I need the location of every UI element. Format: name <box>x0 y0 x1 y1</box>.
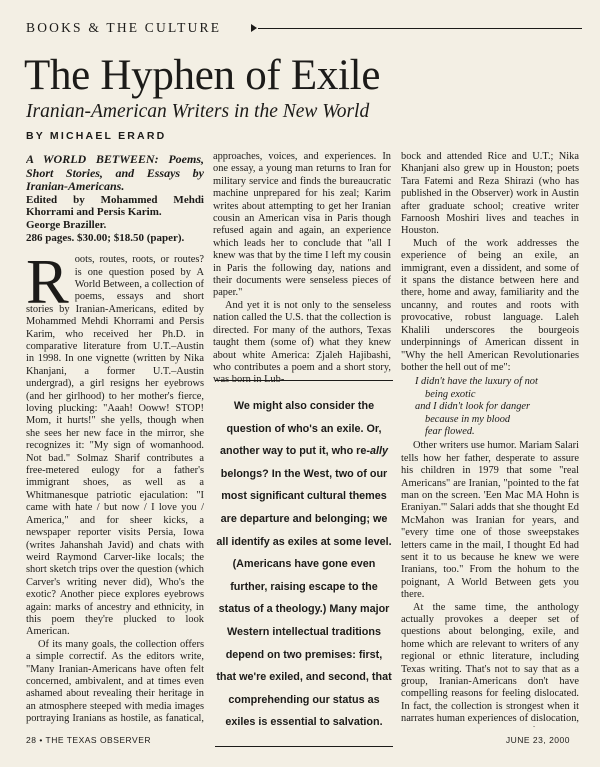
book-info <box>26 153 204 244</box>
book-publisher: George Braziller. <box>26 218 107 231</box>
drop-cap: R <box>26 246 69 318</box>
paragraph-4: And yet it is not only to the senseless nation called the U.S. that the collection is directed. For many of the authors, Texas taught them (some of) what they knew about white America: Zjaleh Hajibashi, who contributes a poem and a short story, was born in Lub- <box>213 299 391 386</box>
pull-quote-emphasis: ally <box>369 445 388 458</box>
poem-line: and I didn't look for danger <box>415 401 531 413</box>
column-1 <box>26 153 204 727</box>
section-header <box>26 20 582 38</box>
pull-quote-lead: We might also consider the question of who's an exile. Or, another way to put it, who re- <box>220 400 382 458</box>
poem-excerpt <box>415 376 579 438</box>
paragraph-1 <box>26 246 204 639</box>
book-title: A WORLD BETWEEN: Poems, Short Stories, and Essays by Iranian-Americans. <box>26 153 204 194</box>
paragraph-5: bock and attended Rice and U.T.; Nika Khanjani also grew up in Houston; poets Tara Fatemi and Reza Shirazi (who has published in the Observer) work in Austin after graduate school; creative writer Farnoosh Moshiri lives and teaches in Houston. <box>401 151 579 237</box>
pull-quote-rest: belongs? In the West, two of our most significant cultural themes are departure and belonging; we all identify as exiles at some level. (Americans have gone even further, raising escape to the status of a theology.) Many major Western intellectual traditions depend on two premises: first, that we're exiled, and second, that comprehending our status as exiles is essential to salvation. <box>216 467 392 729</box>
poem-line: fear flowed. <box>425 425 475 437</box>
paragraph-2: Of its many goals, the collection offers a simple correctif. As the editors write, "Many Iranian-Americans have often felt concerned, ambivalent, and at times even ashamed about revealing their heritage in an atmosphere steeped with media images portraying Iranians as hostile, as fanatical, <box>26 638 204 725</box>
pull-quote <box>215 380 393 747</box>
page-footer-folio: 28 • THE TEXAS OBSERVER <box>26 735 152 745</box>
article-byline: BY MICHAEL ERARD <box>26 130 167 142</box>
paragraph-7: Other writers use humor. Mariam Salari tells how her father, desperate to assure his children in 1979 that some "real Americans" are Iranian, "pointed to the fat man on the screen. 'Een Mac MA Hohn is Eraniyan.'" Salari adds that she thought Ed McMahon was Iranian for years, and "every time one of those sweepstakes letters came in the mail, I thought Ed had sent it to us because he knew we were Iranians, too." From the hohum to the poignant, A World Between gets you there. <box>401 440 579 601</box>
section-label: BOOKS & THE CULTURE <box>26 20 222 35</box>
column-2 <box>213 151 391 387</box>
column-3 <box>401 151 579 727</box>
paragraph-8: At the same time, the anthology actually provokes a deeper set of questions about belonging, exile, and home which are relevant to writers of any regional or ethnic literature, including Texas writing. That's not to say that as a group, Iranian-Americans don't have compelling reasons for feeling dislocated. In fact, the collection is strongest when it narrates human experiences of dislocation, <box>401 601 579 725</box>
book-details: 286 pages. $30.00; $18.50 (paper). <box>26 231 185 244</box>
poem-line: being exotic <box>425 388 476 400</box>
article-subhead: Iranian-American Writers in the New World <box>26 101 370 122</box>
poem-line: because in my blood <box>425 413 511 425</box>
section-rule-arrow <box>258 28 582 29</box>
paragraph-6: Much of the work addresses the experience of being an exile, an immigrant, even a dissident, and some of it spans the distance between here and there, home and away, familiarity and the uncanny, and routes and roots with provocative, robust language. Laleh Khalili underscores the bourgeois underpinnings of American dissent in "Why the hell American Revolutionaries bother the hell out of me": <box>401 237 579 373</box>
paragraph-3: approaches, voices, and experiences. In one essay, a young man returns to Iran for military service and finds the bureaucratic machine unprepared for his zeal; Karim writes about attempting to get her Iranian cousin an American visa in Paris though refused again and again, an experience which leads her to conclude that "all I knew was that by the time I left my cousin in Paris the following day, nations and their documents were senseless pieces of paper." <box>213 151 391 299</box>
article-headline: The Hyphen of Exile <box>24 52 381 99</box>
book-editors: Edited by Mohammed Mehdi Khorrami and Persis Karim. <box>26 193 204 219</box>
page-footer-date: JUNE 23, 2000 <box>505 735 570 745</box>
paragraph-1-text: oots, routes, roots, or routes? is one question posed by A World Between, a collection of poems, essays and short stories by Iranian-Americans, edited by Mohammed Mehdi Khorrami and Persis Karim, who received her Ph.D. in comparative literature from U.T.–Austin in 1998. In one vignette (written by Nika Khanjani, a former U.T.–Austin undergrad), a girl resigns her eyebrows (and her girlhood) to her mother's fierce, loving plucking: "Aaah! Ooww! STOP! Mom, it hurts!" she yells, though when she sees her new face in the mirror, she recognizes it: "My sign of womanhood. Not bad." Solmaz Sharif contributes a free-metered eulogy for a father's immigrant shoes, as well as a Whitmanesque patriotic ejaculation: "I came with hate / but now / I love you / America," and for sheer kicks, a newspaper reporter visits Persia, Iowa (writes Jahanshah Javid) and chats with weird Raymond Carver-like locals; the short sketch trips over the question (which Carver's writing never did), Who's the exotic? Another piece explores eyebrows again: marks of ancestry and ethnicity, in this poem they're plucked to look American. <box>26 254 204 638</box>
poem-line: I didn't have the luxury of not <box>415 376 538 388</box>
